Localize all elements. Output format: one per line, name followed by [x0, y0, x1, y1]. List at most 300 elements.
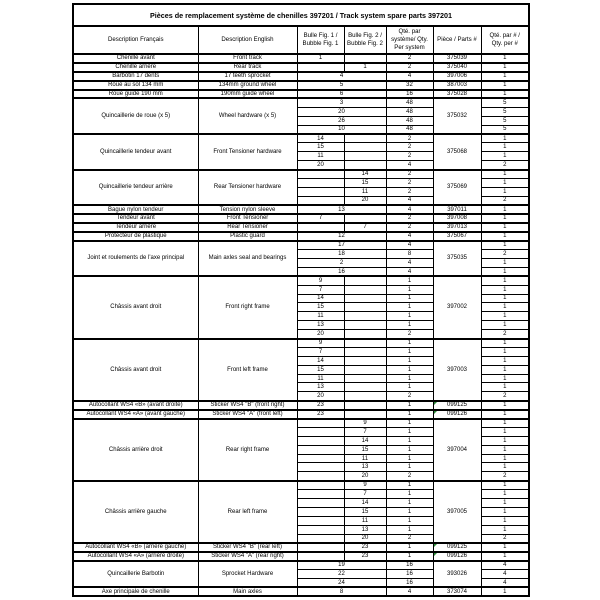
- cell-description-fr: Tendeur arrière: [73, 223, 198, 232]
- cell-part-number: 397005: [433, 481, 481, 543]
- cell-qty-per-system: 48: [386, 98, 433, 107]
- cell-bubble-fig-merged: 10: [297, 125, 386, 134]
- cell-qty-per-system: 4: [386, 587, 433, 596]
- cell-part-number: 373074: [433, 587, 481, 596]
- cell-part-number: 393026: [433, 561, 481, 588]
- cell-description-en: Front left frame: [198, 339, 297, 401]
- cell-bubble-fig1: [297, 552, 344, 561]
- cell-bubble-fig1: [297, 463, 344, 472]
- cell-description-fr: Quincaillerie de roue (x 5): [73, 98, 198, 134]
- cell-bubble-fig2: [344, 161, 386, 170]
- cell-bubble-fig2: 13: [344, 463, 386, 472]
- cell-bubble-fig-merged: 20: [297, 107, 386, 116]
- table-row: [73, 419, 529, 428]
- cell-qty-per-system: 4: [386, 258, 433, 267]
- cell-qty-per-part: 1: [481, 54, 529, 63]
- cell-qty-per-part: 1: [481, 365, 529, 374]
- cell-qty-per-system: 16: [386, 90, 433, 99]
- table-row: [73, 90, 529, 99]
- cell-bubble-fig1: [297, 419, 344, 428]
- cell-qty-per-part: 2: [481, 330, 529, 339]
- cell-qty-per-part: 1: [481, 312, 529, 321]
- cell-bubble-fig2: 20: [344, 196, 386, 205]
- cell-qty-per-part: 1: [481, 587, 529, 596]
- column-header-part-number: Pièce / Parts #: [433, 26, 481, 54]
- cell-part-number: 375068: [433, 134, 481, 170]
- cell-bubble-fig1: [297, 187, 344, 196]
- cell-bubble-fig1: 15: [297, 303, 344, 312]
- cell-bubble-fig2: [344, 285, 386, 294]
- cell-qty-per-system: 1: [386, 339, 433, 348]
- cell-bubble-fig1: 20: [297, 161, 344, 170]
- cell-qty-per-system: 1: [386, 552, 433, 561]
- cell-bubble-fig2: 15: [344, 178, 386, 187]
- cell-description-fr: Joint et roulements de l'axe principal: [73, 241, 198, 277]
- cell-bubble-fig1: 7: [297, 285, 344, 294]
- cell-bubble-fig1: [297, 534, 344, 543]
- cell-description-fr: Axe principale de chenille: [73, 587, 198, 596]
- cell-qty-per-system: 1: [386, 365, 433, 374]
- cell-qty-per-system: 2: [386, 330, 433, 339]
- cell-qty-per-system: 1: [386, 445, 433, 454]
- table-row: [73, 481, 529, 490]
- cell-description-en: Plastic guard: [198, 232, 297, 241]
- cell-qty-per-part: 1: [481, 90, 529, 99]
- cell-bubble-fig-merged: 2: [297, 258, 386, 267]
- cell-qty-per-system: 16: [386, 570, 433, 579]
- cell-description-fr: Bague nylon tendeur: [73, 205, 198, 214]
- cell-description-en: 134mm ground wheel: [198, 81, 297, 90]
- cell-part-number: 375069: [433, 170, 481, 206]
- cell-description-fr: Quincaillerie tendeur arrière: [73, 170, 198, 206]
- cell-part-number: 099126: [433, 410, 481, 419]
- cell-qty-per-part: 2: [481, 161, 529, 170]
- cell-qty-per-part: 1: [481, 63, 529, 72]
- cell-qty-per-part: 1: [481, 499, 529, 508]
- cell-qty-per-part: 1: [481, 383, 529, 392]
- cell-bubble-fig-merged: 18: [297, 250, 386, 259]
- cell-part-number: 397013: [433, 223, 481, 232]
- cell-bubble-fig1: [297, 543, 344, 552]
- cell-bubble-fig2: 9: [344, 481, 386, 490]
- cell-description-fr: Barbotin 17 dents: [73, 72, 198, 81]
- cell-description-fr: Châssis avant droit: [73, 276, 198, 338]
- cell-description-en: Front right frame: [198, 276, 297, 338]
- cell-qty-per-part: 1: [481, 427, 529, 436]
- cell-part-number: 397004: [433, 419, 481, 481]
- cell-qty-per-system: 2: [386, 54, 433, 63]
- cell-bubble-fig-merged: 12: [297, 232, 386, 241]
- cell-part-number: 375067: [433, 232, 481, 241]
- cell-qty-per-system: 2: [386, 187, 433, 196]
- cell-bubble-fig2: 15: [344, 507, 386, 516]
- cell-qty-per-system: 2: [386, 392, 433, 401]
- cell-qty-per-system: 1: [386, 374, 433, 383]
- cell-bubble-fig1: 13: [297, 321, 344, 330]
- table-row: [73, 81, 529, 90]
- cell-bubble-fig1: [297, 490, 344, 499]
- cell-part-number: 397008: [433, 214, 481, 223]
- cell-bubble-fig1: 14: [297, 356, 344, 365]
- cell-description-fr: Autocollant WS4 «B» (arrière gauche): [73, 543, 198, 552]
- cell-bubble-fig1: 15: [297, 143, 344, 152]
- cell-bubble-fig2: 13: [344, 525, 386, 534]
- cell-qty-per-system: 2: [386, 170, 433, 179]
- cell-bubble-fig1: 11: [297, 152, 344, 161]
- cell-qty-per-system: 1: [386, 499, 433, 508]
- cell-qty-per-system: 1: [386, 356, 433, 365]
- cell-bubble-fig2: 20: [344, 472, 386, 481]
- column-header-description-fr: Description Français: [73, 26, 198, 54]
- cell-qty-per-part: 1: [481, 205, 529, 214]
- cell-bubble-fig2: 14: [344, 170, 386, 179]
- cell-description-fr: Chenille arrière: [73, 63, 198, 72]
- cell-bubble-fig2: [344, 54, 386, 63]
- cell-description-en: Sticker WS4 "A" (front left): [198, 410, 297, 419]
- cell-bubble-fig2: 1: [344, 63, 386, 72]
- table-title: Pièces de remplacement système de chenilles 397201 / Track system spare parts 397201: [73, 4, 529, 26]
- cell-qty-per-part: 1: [481, 454, 529, 463]
- cell-qty-per-part: 4: [481, 561, 529, 570]
- cell-bubble-fig-merged: 8: [297, 587, 386, 596]
- cell-qty-per-part: 1: [481, 170, 529, 179]
- document-page: [72, 3, 528, 597]
- title-row: [73, 4, 529, 26]
- number-stored-as-text-flag-icon: [434, 402, 437, 405]
- cell-bubble-fig2: [344, 410, 386, 419]
- cell-bubble-fig2: 11: [344, 516, 386, 525]
- cell-qty-per-system: 1: [386, 410, 433, 419]
- cell-bubble-fig-merged: 17: [297, 241, 386, 250]
- cell-qty-per-system: 4: [386, 232, 433, 241]
- table-row: [73, 170, 529, 179]
- table-row: [73, 410, 529, 419]
- cell-bubble-fig1: [297, 196, 344, 205]
- cell-description-fr: Protecteur de plastique: [73, 232, 198, 241]
- cell-part-number: 375028: [433, 90, 481, 99]
- cell-qty-per-part: 1: [481, 303, 529, 312]
- cell-qty-per-system: 2: [386, 143, 433, 152]
- cell-description-fr: Châssis arrière droit: [73, 419, 198, 481]
- number-stored-as-text-flag-icon: [434, 544, 437, 547]
- cell-part-number: 375035: [433, 241, 481, 277]
- cell-bubble-fig1: 9: [297, 339, 344, 348]
- table-row: [73, 339, 529, 348]
- table-row: [73, 552, 529, 561]
- cell-qty-per-part: 1: [481, 525, 529, 534]
- cell-bubble-fig1: 14: [297, 134, 344, 143]
- cell-qty-per-part: 1: [481, 294, 529, 303]
- cell-bubble-fig1: [297, 170, 344, 179]
- column-header-qty-per-system: Qté. par système/ Qty. Per system: [386, 26, 433, 54]
- cell-qty-per-part: 1: [481, 445, 529, 454]
- table-row: [73, 241, 529, 250]
- number-stored-as-text-flag-icon: [434, 553, 437, 556]
- cell-qty-per-system: 1: [386, 516, 433, 525]
- cell-bubble-fig-merged: 26: [297, 116, 386, 125]
- cell-qty-per-system: 1: [386, 543, 433, 552]
- cell-bubble-fig-merged: 16: [297, 267, 386, 276]
- cell-qty-per-part: 1: [481, 516, 529, 525]
- cell-part-number: 099126: [433, 552, 481, 561]
- cell-part-number: 387003: [433, 81, 481, 90]
- cell-description-fr: Roue guide 190 mm: [73, 90, 198, 99]
- cell-bubble-fig2: 11: [344, 187, 386, 196]
- cell-qty-per-system: 2: [386, 214, 433, 223]
- table-row: [73, 587, 529, 596]
- cell-bubble-fig2: [344, 383, 386, 392]
- cell-qty-per-part: 1: [481, 267, 529, 276]
- cell-bubble-fig1: 1: [297, 54, 344, 63]
- cell-description-fr: Châssis arrière gauche: [73, 481, 198, 543]
- cell-qty-per-system: 1: [386, 303, 433, 312]
- cell-qty-per-system: 1: [386, 347, 433, 356]
- cell-qty-per-part: 5: [481, 116, 529, 125]
- cell-qty-per-system: 4: [386, 72, 433, 81]
- cell-bubble-fig2: 7: [344, 490, 386, 499]
- cell-qty-per-system: 2: [386, 152, 433, 161]
- cell-bubble-fig1: 11: [297, 374, 344, 383]
- cell-qty-per-system: 8: [386, 250, 433, 259]
- cell-description-fr: Quincaillerie Barbotin: [73, 561, 198, 588]
- cell-bubble-fig2: [344, 330, 386, 339]
- cell-bubble-fig2: [344, 347, 386, 356]
- cell-qty-per-part: 1: [481, 436, 529, 445]
- table-row: [73, 214, 529, 223]
- cell-qty-per-part: 2: [481, 534, 529, 543]
- cell-qty-per-part: 1: [481, 374, 529, 383]
- table-row: [73, 72, 529, 81]
- cell-bubble-fig-merged: 22: [297, 570, 386, 579]
- cell-qty-per-system: 1: [386, 490, 433, 499]
- cell-qty-per-part: 2: [481, 392, 529, 401]
- cell-description-en: Sprocket Hardware: [198, 561, 297, 588]
- table-row: [73, 54, 529, 63]
- cell-bubble-fig-merged: 24: [297, 579, 386, 588]
- cell-qty-per-system: 4: [386, 205, 433, 214]
- cell-bubble-fig2: 23: [344, 543, 386, 552]
- cell-description-fr: Roue au sol 134 mm: [73, 81, 198, 90]
- cell-part-number: 099125: [433, 401, 481, 410]
- cell-bubble-fig2: [344, 214, 386, 223]
- cell-qty-per-system: 1: [386, 454, 433, 463]
- cell-qty-per-part: 1: [481, 356, 529, 365]
- cell-qty-per-system: 2: [386, 178, 433, 187]
- cell-qty-per-part: 1: [481, 223, 529, 232]
- cell-qty-per-part: 4: [481, 570, 529, 579]
- cell-bubble-fig2: 20: [344, 534, 386, 543]
- cell-bubble-fig-merged: 13: [297, 205, 386, 214]
- column-header-bubble-fig2: Bulle Fig. 2 / Bubble Fig. 2: [344, 26, 386, 54]
- cell-qty-per-part: 1: [481, 258, 529, 267]
- cell-qty-per-part: 1: [481, 214, 529, 223]
- cell-qty-per-system: 1: [386, 507, 433, 516]
- cell-bubble-fig-merged: 6: [297, 90, 386, 99]
- cell-qty-per-system: 1: [386, 321, 433, 330]
- cell-bubble-fig1: [297, 223, 344, 232]
- cell-qty-per-part: 1: [481, 187, 529, 196]
- cell-qty-per-system: 2: [386, 63, 433, 72]
- cell-qty-per-system: 1: [386, 401, 433, 410]
- cell-description-en: Main axles: [198, 587, 297, 596]
- cell-qty-per-part: 2: [481, 250, 529, 259]
- cell-part-number: 397003: [433, 339, 481, 401]
- cell-bubble-fig2: [344, 339, 386, 348]
- cell-qty-per-system: 32: [386, 81, 433, 90]
- cell-description-en: Rear left frame: [198, 481, 297, 543]
- cell-bubble-fig2: 14: [344, 499, 386, 508]
- cell-bubble-fig-merged: 4: [297, 72, 386, 81]
- cell-qty-per-system: 1: [386, 419, 433, 428]
- cell-bubble-fig1: 23: [297, 410, 344, 419]
- cell-bubble-fig1: 23: [297, 401, 344, 410]
- cell-qty-per-part: 1: [481, 507, 529, 516]
- cell-bubble-fig1: [297, 436, 344, 445]
- cell-qty-per-part: 1: [481, 463, 529, 472]
- cell-bubble-fig2: [344, 303, 386, 312]
- cell-qty-per-system: 4: [386, 241, 433, 250]
- cell-bubble-fig2: [344, 312, 386, 321]
- cell-qty-per-part: 1: [481, 552, 529, 561]
- cell-bubble-fig2: [344, 356, 386, 365]
- cell-qty-per-part: 1: [481, 178, 529, 187]
- cell-description-fr: Tendeur avant: [73, 214, 198, 223]
- cell-bubble-fig1: [297, 427, 344, 436]
- cell-qty-per-part: 1: [481, 276, 529, 285]
- cell-description-fr: Châssis avant droit: [73, 339, 198, 401]
- cell-qty-per-system: 2: [386, 534, 433, 543]
- cell-bubble-fig2: 14: [344, 436, 386, 445]
- cell-bubble-fig2: 7: [344, 223, 386, 232]
- cell-qty-per-system: 1: [386, 276, 433, 285]
- cell-qty-per-system: 48: [386, 125, 433, 134]
- cell-qty-per-part: 2: [481, 472, 529, 481]
- cell-bubble-fig2: 11: [344, 454, 386, 463]
- cell-bubble-fig2: [344, 365, 386, 374]
- cell-part-number: 375039: [433, 54, 481, 63]
- cell-bubble-fig2: [344, 321, 386, 330]
- cell-part-number: 397006: [433, 72, 481, 81]
- column-header-qty-per-part: Qté. par # / Qty. per #: [481, 26, 529, 54]
- cell-bubble-fig1: [297, 525, 344, 534]
- cell-bubble-fig-merged: 5: [297, 81, 386, 90]
- cell-description-en: Front Tensioner: [198, 214, 297, 223]
- cell-bubble-fig-merged: 19: [297, 561, 386, 570]
- cell-qty-per-part: 1: [481, 410, 529, 419]
- cell-description-fr: Autocollant WS4 «A» (arrière droite): [73, 552, 198, 561]
- cell-qty-per-system: 1: [386, 427, 433, 436]
- cell-qty-per-part: 1: [481, 152, 529, 161]
- table-body: [73, 54, 529, 596]
- cell-qty-per-system: 1: [386, 294, 433, 303]
- column-header-bubble-fig1: Bulle Fig. 1 / Bubble Fig. 1: [297, 26, 344, 54]
- cell-qty-per-system: 1: [386, 383, 433, 392]
- cell-qty-per-part: 1: [481, 481, 529, 490]
- cell-bubble-fig2: [344, 392, 386, 401]
- cell-qty-per-system: 2: [386, 223, 433, 232]
- cell-part-number: 397002: [433, 276, 481, 338]
- cell-qty-per-system: 1: [386, 481, 433, 490]
- cell-bubble-fig1: 20: [297, 330, 344, 339]
- cell-qty-per-system: 48: [386, 107, 433, 116]
- table-row: [73, 134, 529, 143]
- cell-bubble-fig2: [344, 294, 386, 303]
- table-row: [73, 98, 529, 107]
- cell-bubble-fig1: [297, 454, 344, 463]
- cell-qty-per-part: 1: [481, 285, 529, 294]
- cell-bubble-fig1: [297, 178, 344, 187]
- header-row: [73, 26, 529, 54]
- cell-bubble-fig-merged: 3: [297, 98, 386, 107]
- table-row: [73, 205, 529, 214]
- cell-description-en: Wheel hardware (x 5): [198, 98, 297, 134]
- parts-table: [72, 3, 530, 597]
- cell-qty-per-system: 1: [386, 436, 433, 445]
- cell-qty-per-system: 16: [386, 579, 433, 588]
- cell-qty-per-part: 5: [481, 98, 529, 107]
- cell-description-fr: Autocollant WS4 «A» (avant gauche): [73, 410, 198, 419]
- cell-description-en: Sticker WS4 "B" (rear left): [198, 543, 297, 552]
- cell-bubble-fig1: [297, 516, 344, 525]
- cell-bubble-fig2: [344, 374, 386, 383]
- cell-part-number: 375040: [433, 63, 481, 72]
- cell-qty-per-system: 48: [386, 116, 433, 125]
- cell-bubble-fig1: 15: [297, 365, 344, 374]
- cell-qty-per-system: 4: [386, 267, 433, 276]
- cell-qty-per-part: 1: [481, 72, 529, 81]
- cell-description-en: Sticker WS4 "B" (front right): [198, 401, 297, 410]
- cell-bubble-fig1: [297, 499, 344, 508]
- cell-description-en: 190mm guide wheel: [198, 90, 297, 99]
- table-row: [73, 223, 529, 232]
- table-row: [73, 63, 529, 72]
- cell-description-en: Rear Tensioner: [198, 223, 297, 232]
- cell-qty-per-part: 1: [481, 81, 529, 90]
- cell-bubble-fig1: [297, 481, 344, 490]
- cell-part-number: 397011: [433, 205, 481, 214]
- cell-description-en: Front Tensioner hardware: [198, 134, 297, 170]
- cell-description-en: Rear right frame: [198, 419, 297, 481]
- column-header-description-en: Description English: [198, 26, 297, 54]
- cell-bubble-fig1: [297, 445, 344, 454]
- cell-qty-per-system: 1: [386, 285, 433, 294]
- cell-qty-per-part: 1: [481, 401, 529, 410]
- cell-bubble-fig2: [344, 276, 386, 285]
- cell-qty-per-part: 1: [481, 339, 529, 348]
- cell-part-number: 099125: [433, 543, 481, 552]
- cell-bubble-fig1: [297, 63, 344, 72]
- cell-bubble-fig2: [344, 401, 386, 410]
- cell-bubble-fig1: 13: [297, 383, 344, 392]
- cell-qty-per-part: 5: [481, 125, 529, 134]
- cell-description-en: Rear track: [198, 63, 297, 72]
- cell-qty-per-system: 2: [386, 134, 433, 143]
- table-row: [73, 401, 529, 410]
- cell-description-en: Main axles seal and bearings: [198, 241, 297, 277]
- cell-qty-per-system: 2: [386, 472, 433, 481]
- table-row: [73, 561, 529, 570]
- table-row: [73, 276, 529, 285]
- cell-qty-per-system: 4: [386, 196, 433, 205]
- cell-qty-per-part: 1: [481, 143, 529, 152]
- cell-qty-per-part: 1: [481, 241, 529, 250]
- cell-bubble-fig2: [344, 143, 386, 152]
- cell-qty-per-system: 1: [386, 525, 433, 534]
- cell-description-fr: Quincaillerie tendeur avant: [73, 134, 198, 170]
- cell-bubble-fig1: [297, 472, 344, 481]
- cell-part-number: 375032: [433, 98, 481, 134]
- cell-bubble-fig2: 7: [344, 427, 386, 436]
